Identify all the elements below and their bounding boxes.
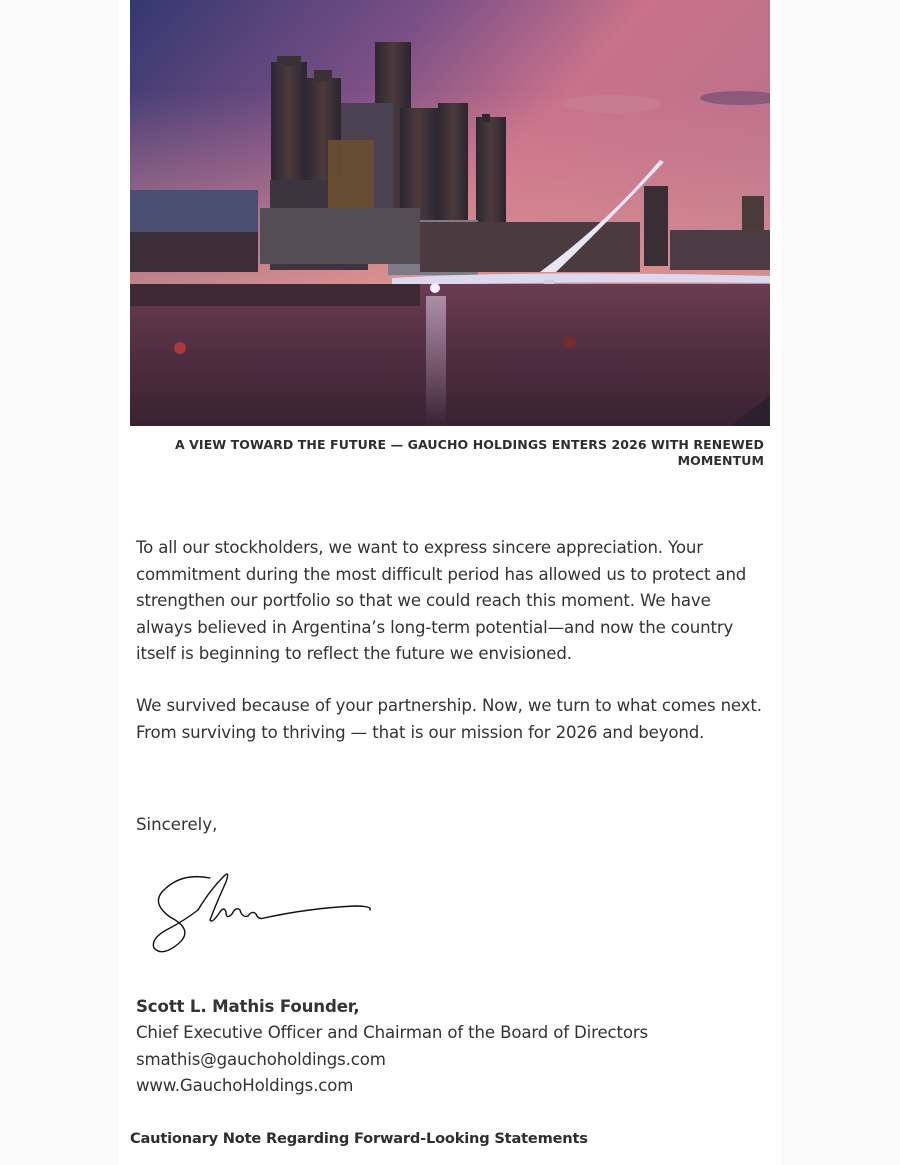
website-link[interactable]: www.GauchoHoldings.com (136, 1076, 354, 1096)
light-reflection (426, 296, 446, 426)
letter-paragraph: We survived because of your partnership. Now, we turn to what comes next. From surviving to thriving — that is our mission for 2026 and beyond. (136, 696, 762, 742)
signatory-name: Scott L. Mathis Founder, (136, 997, 360, 1016)
cautionary-heading: Cautionary Note Regarding Forward-Looking Statements (130, 1130, 588, 1147)
signature-image (140, 862, 390, 962)
buoy (174, 342, 186, 354)
closing-salutation: Sincerely, (136, 815, 218, 834)
signatory-block (136, 994, 648, 1100)
image-caption: A VIEW TOWARD THE FUTURE — GAUCHO HOLDINGS ENTERS 2026 WITH RENEWED MOMENTUM (174, 437, 764, 468)
buoy (564, 336, 576, 348)
signatory-email-link[interactable]: smathis@gauchoholdings.com (136, 1049, 386, 1069)
letter-paragraph: To all our stockholders, we want to express sincere appreciation. Your commitment during the most difficult period has allowed us to protect and strengthen our portfolio so that we could reach this moment. We have always believed in Argentina’s long-term potential—and now the country itself is beginning to reflect the future we envisioned. (136, 538, 747, 663)
signatory-title: Chief Executive Officer and Chairman of the Board of Directors (136, 1023, 649, 1043)
hero-image (130, 0, 770, 426)
cloud (564, 95, 660, 113)
quay (130, 284, 420, 306)
light-source (430, 283, 440, 293)
